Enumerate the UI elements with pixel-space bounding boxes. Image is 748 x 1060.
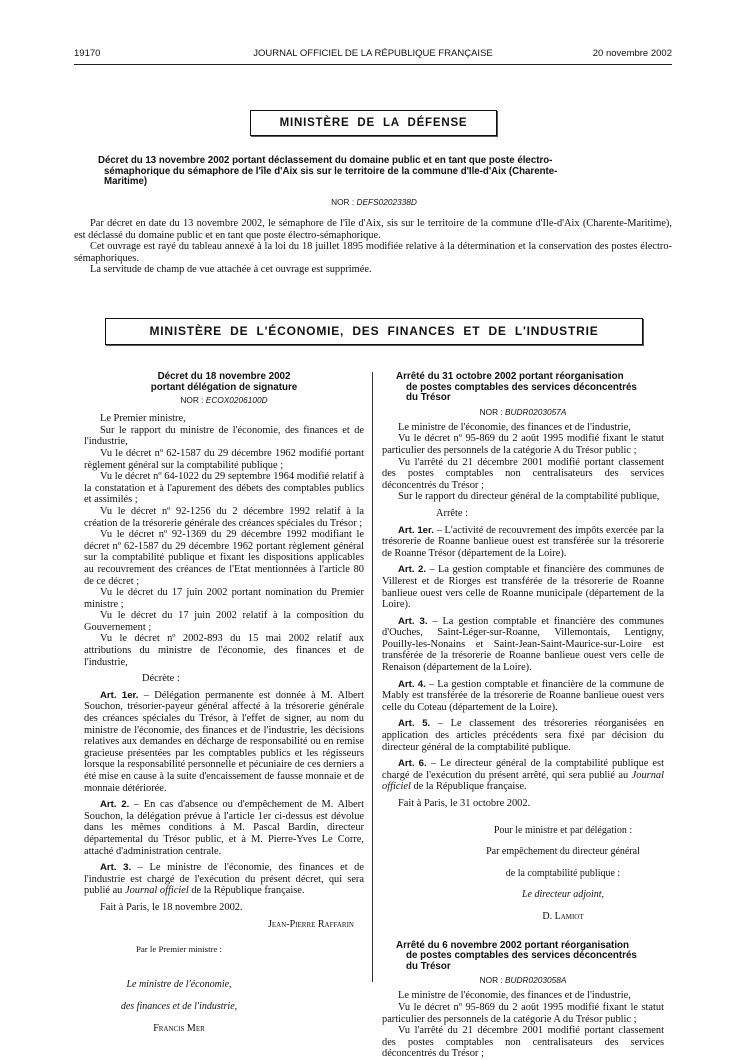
title-line: sémaphorique du sémaphore de l'île d'Aix sis sur le territoire de la commune d'Ile-d'Aix (Charente- [104, 165, 558, 177]
journal-officiel-italic: Journal officiel [382, 769, 664, 793]
defense-decree-title [98, 156, 652, 188]
article [382, 616, 664, 674]
fait-a-paris: Fait à Paris, le 31 octobre 2002. [398, 798, 531, 809]
visa: Vu le décret nº 95-869 du 2 août 1995 modifié fixant le statut particulier des personnels de la catégorie A du Trésor public ; [382, 433, 664, 456]
fait-a-paris: Fait à Paris, le 18 novembre 2002. [100, 901, 243, 913]
nor-code: BUDR0203058A [505, 975, 567, 986]
arrete-31-octobre [382, 372, 664, 1060]
visa: Vu l'arrêté du 21 décembre 2001 modifié portant classement des postes comptables non centralisateurs des services déconcentrés du Trésor ; [382, 1025, 664, 1060]
journal-officiel-italic: Journal officiel [124, 885, 189, 897]
article-text: – La gestion comptable et financière des communes d'Ouches, Saint-Léger-sur-Roanne, Villemontais, Lentigny, Pouilly-les-Nonains et Saint-Jean-Saint-Maurice-sur-Loire est transférée de la trésorerie de Roanne banlieue ouest vers celle de Renaison (département de la Loire). [382, 615, 664, 674]
signatory-prime-minister: Jean-Pierre Raffarin [268, 918, 354, 930]
article-text: de la République française. [188, 885, 305, 897]
nor-label: NOR : [479, 406, 503, 417]
title-line: Décret du 13 novembre 2002 portant déclassement du domaine public et en tant que poste électro- [98, 155, 553, 166]
arrete-title [382, 372, 664, 404]
nor-code: ECOX0206100D [205, 395, 268, 406]
visa: Vu l'arrêté du 21 décembre 2001 modifié portant classement des postes comptables non centralisateurs des services déconcentrés du Trésor ; [382, 456, 664, 491]
article-label: Art. 6. [398, 758, 427, 770]
article-text: de la République française. [410, 781, 527, 793]
visa: Vu le décret nº 92-1256 du 2 décembre 1992 relatif à la création de la trésorerie générale des créances spéciales du Trésor ; [84, 505, 364, 529]
header-rule [74, 64, 672, 65]
decrete-label: Décrète : [142, 673, 180, 685]
visa: Vu le décret du 17 juin 2002 portant nomination du Premier ministre ; [84, 587, 364, 610]
article-text: – Le ministre de l'économie, des finances et de l'industrie est chargé de l'exécution du présent décret, qui sera publié au [84, 862, 364, 897]
journal-title: JOURNAL OFFICIEL DE LA RÉPUBLIQUE FRANÇAISE [253, 48, 493, 59]
nor-reference [382, 975, 664, 985]
arrete-label: Arrête : [436, 507, 469, 519]
visa: Le ministre de l'économie, des finances et de l'industrie, [398, 421, 631, 433]
nor-code: DEFS0202338D [356, 197, 417, 207]
signature-line: Pour le ministre et par délégation : [493, 824, 633, 836]
article-label: Art. 5. [398, 718, 431, 730]
visa: Sur le rapport du ministre de l'économie, des finances et de l'industrie, [84, 424, 364, 448]
article-label: Art. 2. [100, 799, 130, 811]
page-number: 19170 [74, 48, 101, 59]
article-text: – En cas d'absence ou d'empêchement de M. Albert Souchon, la délégation prévue à l'article 1er ci-dessus est dévolue dans les mêmes conditions à M. Pascal Bardin, directeur départemental du Trésor public, et à M. Pierre-Yves Le Corre, attaché d'administration centrale. [84, 799, 364, 857]
paragraph: Cet ouvrage est rayé du tableau annexé à la loi du 18 juillet 1895 modifiée relative à la détermination et la conservation des postes électro-sémaphoriques. [74, 241, 672, 264]
ministry-heading-economie: MINISTÈRE DE L'ÉCONOMIE, DES FINANCES ET DE L'INDUSTRIE [105, 318, 643, 345]
visa: Vu le décret nº 2002-893 du 15 mai 2002 relatif aux attributions du ministre de l'économie, des finances et de l'industrie, [84, 633, 364, 668]
minister-title-line: Le ministre de l'économie, [126, 979, 232, 991]
visa: Sur le rapport du directeur général de la comptabilité publique, [398, 491, 660, 503]
article-label: Art. 2. [398, 564, 427, 576]
article-label: Art. 3. [100, 862, 132, 874]
countersignature [84, 944, 274, 1034]
decree-18-novembre [84, 372, 364, 1044]
article [382, 679, 664, 714]
title-line: Maritime) [104, 176, 148, 187]
article [382, 718, 664, 753]
article-label: Art. 1er. [100, 689, 139, 701]
article-label: Art. 1er. [398, 524, 434, 536]
paragraph: Par décret en date du 13 novembre 2002, le sémaphore de l'île d'Aix, sis sur le territoire de la commune d'Ile-d'Aix (Charente-Maritime), est déclassé du domaine public et en tant que poste électro-sémaphorique. [74, 218, 672, 241]
article-text: – Délégation permanente est donnée à M. Albert Souchon, trésorier-payeur général affecté à la trésorerie générale des créances spéciales du Trésor, à l'effet de signer, au nom du ministre de l'économie, des finances et de l'industrie, les décisions relatives aux demandes en décharge de responsabilité ou en remise gracieuse présentées par les comptables publics et les régisseurs lorsque la responsabilité personnelle et pécuniaire de ces derniers a été mise en cause à la suite d'encaissement de fausse monnaie et de monnaie détériorée. [84, 689, 364, 794]
arrete-6-title [382, 941, 664, 973]
article [382, 758, 664, 793]
title-line: Arrêté du 6 novembre 2002 portant réorganisation [396, 939, 630, 951]
visa: Vu le décret nº 64-1022 du 29 septembre 1964 modifié relatif à la constatation et à l'apurement des débets des comptables publics et assimilés ; [84, 471, 364, 506]
ministry-heading-defense: MINISTÈRE DE LA DÉFENSE [250, 110, 497, 136]
nor-label: NOR : [331, 197, 355, 207]
article [382, 525, 664, 560]
visa: Vu le décret du 17 juin 2002 relatif à la composition du Gouvernement ; [84, 610, 364, 633]
visa: Le ministre de l'économie, des finances et de l'industrie, [398, 990, 631, 1002]
paragraph: La servitude de champ de vue attachée à cet ouvrage est supprimée. [90, 264, 372, 276]
article-label: Art. 4. [398, 678, 426, 690]
article-text: – Le directeur général de la comptabilité publique est chargé de l'exécution du présent arrêté, qui sera publié au [382, 758, 664, 781]
signature-block [382, 825, 648, 923]
visa: Vu le décret nº 95-869 du 2 août 1995 modifié fixant le statut particulier des personnels de la catégorie A du Trésor public ; [382, 1001, 664, 1025]
minister-name: Francis Mer [153, 1022, 205, 1034]
nor-reference [0, 197, 748, 207]
title-line: du Trésor [406, 960, 451, 972]
visa: Vu le décret nº 92-1369 du 29 décembre 1992 modifiant le décret nº 62-1587 du 29 décembre 1962 portant règlement général sur la comptabilité publique et fixant les dispositions applicables au recouvrement des créances de l'Etat mentionnées à l'article 80 de ce décret ; [84, 529, 364, 587]
running-header [74, 46, 672, 63]
par-le-premier-ministre: Par le Premier ministre : [136, 943, 222, 954]
article [84, 862, 364, 897]
nor-code: BUDR0203057A [505, 406, 567, 417]
article-text: – L'activité de recouvrement des impôts exercée par la trésorerie de Roanne banlieue ouest est transférée sur la trésorerie de Roanne Trésor (département de la Loire). [382, 524, 665, 559]
signature-line: de la comptabilité publique : [505, 867, 621, 879]
article-label: Art. 3. [398, 615, 428, 627]
title-line: de postes comptables des services déconcentrés [406, 381, 637, 393]
article [84, 799, 364, 857]
article [382, 564, 664, 610]
title-line: Décret du 18 novembre 2002 [157, 371, 291, 382]
defense-decree-body [74, 218, 672, 276]
title-line: de postes comptables des services déconcentrés [406, 950, 637, 962]
article [84, 690, 364, 794]
signatory-name: D. Lamiot [542, 910, 584, 922]
decree-title [84, 372, 364, 393]
column-divider [372, 372, 373, 982]
nor-label: NOR : [479, 975, 503, 986]
nor-label: NOR : [180, 395, 204, 406]
nor-reference [382, 407, 664, 417]
signature-line: Par empêchement du directeur général [486, 846, 640, 858]
article-text: – La gestion comptable et financière des communes de Villerest et de Riorges est transférée de la trésorerie de Roanne banlieue ouest vers celle de Roanne municipale (département de la Loire). [382, 564, 664, 611]
title-line: du Trésor [406, 392, 451, 404]
title-line: portant délégation de signature [150, 381, 298, 393]
article-text: – Le classement des trésoreries réorganisées en application des articles précédents sera fixé par décision du directeur général de la comptabilité publique. [382, 718, 664, 753]
minister-title-line: des finances et de l'industrie, [120, 1000, 238, 1012]
title-line: Arrêté du 31 octobre 2002 portant réorganisation [396, 371, 624, 382]
visa: Vu le décret nº 62-1587 du 29 décembre 1962 modifié portant règlement général sur la comptabilité publique ; [84, 447, 364, 471]
nor-reference [84, 395, 364, 405]
issue-date: 20 novembre 2002 [592, 48, 672, 59]
article-text: – La gestion comptable et financière de la commune de Mably est transférée de la trésorerie de Roanne banlieue ouest vers celle du Coteau (département de la Loire). [382, 678, 664, 713]
visa: Le Premier ministre, [100, 413, 186, 425]
signatory-title: Le directeur adjoint, [521, 889, 605, 901]
